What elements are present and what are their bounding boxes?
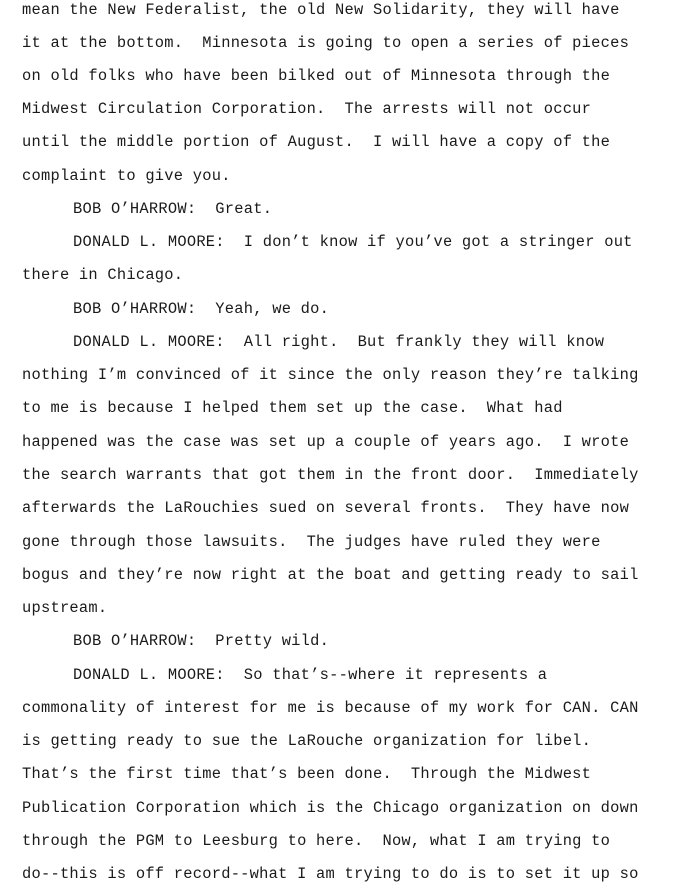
transcript-line: there in Chicago. — [22, 266, 184, 284]
speaker-line: DONALD L. MOORE: So that’s--where it represents a — [73, 666, 548, 684]
transcript-line: nothing I’m convinced of it since the only reason they’re talking — [22, 366, 639, 384]
transcript-line: That’s the first time that’s been done. Through the Midwest — [22, 765, 592, 783]
transcript-line: do--this is off record--what I am trying to do is to set it up so — [22, 865, 639, 883]
speaker-line: DONALD L. MOORE: All right. But frankly they will know — [73, 333, 605, 351]
transcript-line: until the middle portion of August. I will have a copy of the — [22, 133, 611, 151]
transcript-line: upstream. — [22, 599, 108, 617]
transcript-line: to me is because I helped them set up the case. What had — [22, 399, 563, 417]
speaker-line: BOB O’HARROW: Yeah, we do. — [73, 300, 330, 318]
speaker-line: DONALD L. MOORE: I don’t know if you’ve got a stringer out — [73, 233, 633, 251]
speaker-line: BOB O’HARROW: Great. — [73, 200, 273, 218]
transcript-line: Publication Corporation which is the Chicago organization on down — [22, 799, 639, 817]
transcript-line: happened was the case was set up a couple of years ago. I wrote — [22, 433, 630, 451]
transcript-line: commonality of interest for me is because of my work for CAN. CAN — [22, 699, 639, 717]
transcript-line: is getting ready to sue the LaRouche organization for libel. — [22, 732, 592, 750]
transcript-line: on old folks who have been bilked out of Minnesota through the — [22, 67, 611, 85]
transcript-line: mean the New Federalist, the old New Solidarity, they will have — [22, 1, 620, 19]
transcript-line: complaint to give you. — [22, 167, 231, 185]
transcript-line: Midwest Circulation Corporation. The arrests will not occur — [22, 100, 592, 118]
transcript-line: the search warrants that got them in the front door. Immediately — [22, 466, 639, 484]
transcript-line: gone through those lawsuits. The judges have ruled they were — [22, 533, 601, 551]
speaker-line: BOB O’HARROW: Pretty wild. — [73, 632, 330, 650]
transcript-line: it at the bottom. Minnesota is going to open a series of pieces — [22, 34, 630, 52]
transcript-line: through the PGM to Leesburg to here. Now, what I am trying to — [22, 832, 611, 850]
transcript-line: afterwards the LaRouchies sued on several fronts. They have now — [22, 499, 630, 517]
transcript-line: bogus and they’re now right at the boat and getting ready to sail — [22, 566, 639, 584]
